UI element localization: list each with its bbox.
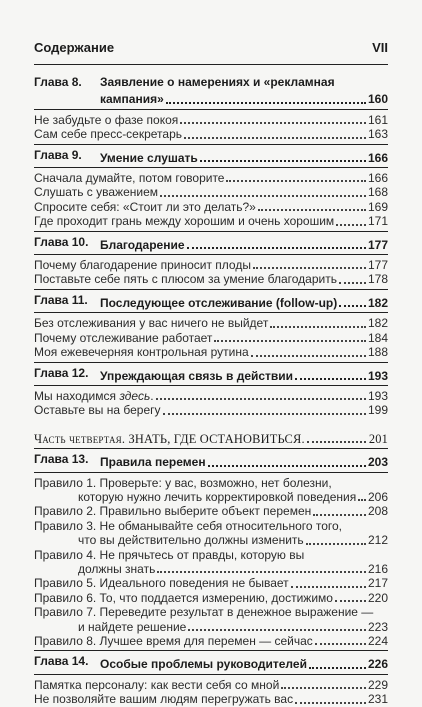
page-number: 217 (367, 576, 388, 591)
chapter-number: Глава 11. (34, 292, 88, 307)
section-row (34, 171, 388, 185)
chapter-rule (34, 362, 388, 363)
chapter-underline (34, 385, 388, 386)
page-number: 168 (367, 185, 388, 200)
section-title-part: . (150, 388, 154, 403)
chapter-title-block (100, 148, 388, 165)
dot-leader (291, 585, 366, 588)
dot-leader (307, 440, 366, 443)
chapter-number: Глава 12. (34, 365, 89, 380)
chapter-title-row (100, 92, 388, 106)
page-number: 193 (367, 388, 388, 403)
page-number: 182 (367, 295, 388, 310)
chapter-underline (34, 254, 388, 255)
section-title: Не позволяйте вашим людям перегружать вас (34, 692, 294, 707)
dot-leader (251, 354, 366, 357)
chapter-number: Глава 10. (34, 234, 89, 249)
chapter-wrap (34, 75, 388, 107)
section-entry (34, 200, 388, 214)
section-entry (34, 576, 388, 590)
chapter-title: кампания» (100, 92, 164, 107)
dot-leader (163, 412, 366, 415)
section-title (34, 389, 154, 403)
page-number: 177 (367, 258, 388, 273)
page-number: 163 (367, 127, 388, 142)
page-number: 161 (367, 112, 388, 127)
chapter-underline (34, 674, 388, 675)
dot-leader (226, 179, 365, 182)
chapter-title: Правила перемен (100, 455, 206, 470)
page-number: 203 (367, 455, 388, 470)
chapter-title-row (100, 455, 388, 469)
section-entry (34, 504, 388, 518)
section-title: Почему отслеживание работает (34, 330, 213, 345)
page-number: 184 (367, 330, 388, 345)
section-entry (34, 476, 388, 505)
chapter-title: Упреждающая связь в действии (100, 368, 294, 383)
section-row (34, 562, 388, 576)
page-number: 166 (367, 150, 388, 165)
chapter-title: Заявление о намерениях и «рекламная (100, 75, 335, 89)
section-entry (34, 258, 388, 272)
page-number: 208 (367, 504, 388, 519)
chapter-number: Глава 14. (34, 654, 89, 669)
dot-leader (258, 208, 366, 211)
section-title: Не забудьте о фазе покоя (34, 112, 179, 127)
page-number: 224 (367, 634, 388, 648)
section-title-part: Мы находимся (34, 388, 120, 403)
section-title: Поставьте себе пять с плюсом за умение благодарить (34, 272, 337, 287)
dot-leader (208, 464, 366, 467)
section-row (34, 389, 388, 403)
section-title: Слушать с уважением (34, 185, 158, 200)
chapter-underline (34, 312, 388, 313)
section-entry (34, 345, 388, 359)
dot-leader (339, 304, 366, 307)
dot-leader (253, 266, 366, 269)
dot-leader (214, 339, 366, 342)
chapter-title-block (100, 293, 388, 310)
section-row (34, 576, 388, 590)
dot-leader (200, 159, 366, 162)
dot-leader (295, 701, 366, 704)
chapter-entry (34, 148, 388, 165)
section-row (34, 113, 388, 127)
page-number: 206 (367, 489, 388, 504)
page-number: 160 (367, 92, 388, 107)
section-title: Почему благодарение приносит плоды (34, 258, 251, 273)
dot-leader (309, 666, 366, 669)
section-entry (34, 389, 388, 403)
chapter-wrap (34, 452, 388, 469)
dot-leader (270, 325, 366, 328)
dot-leader (295, 377, 366, 380)
chapter-wrap (34, 293, 388, 310)
chapter-number: Глава 9. (34, 147, 82, 162)
running-header (34, 40, 388, 55)
dot-leader (157, 570, 366, 573)
chapter-entry (34, 654, 388, 671)
section-title: Правило 3. Не обманывайте себя относительного того, (34, 518, 343, 533)
chapter-entry (34, 293, 388, 310)
section-entry (34, 605, 388, 634)
section-entry (34, 316, 388, 330)
section-row (34, 331, 388, 345)
dot-leader (306, 542, 366, 545)
page-number: 166 (367, 171, 388, 186)
part-entry (34, 432, 388, 446)
section-row (34, 591, 388, 605)
page-number: 201 (368, 431, 388, 446)
section-row (34, 490, 388, 504)
section-title: должны знать (78, 561, 156, 576)
section-row (34, 214, 388, 228)
dot-leader (188, 628, 366, 631)
page-number: 229 (367, 677, 388, 692)
page-number: 193 (367, 368, 388, 383)
chapter-entry (34, 75, 388, 107)
chapter-number: Глава 8. (34, 75, 82, 89)
section-row (34, 185, 388, 199)
section-title-line (34, 548, 388, 562)
part-rule (34, 448, 388, 449)
chapter-rule (34, 144, 388, 145)
chapter-underline (34, 109, 388, 110)
chapter-title: Особые проблемы руководителей (100, 657, 307, 672)
chapter-entry (34, 235, 388, 252)
chapter-title: Умение слушать (100, 150, 198, 165)
section-entry (34, 214, 388, 228)
part-title (34, 432, 305, 446)
section-row (34, 272, 388, 286)
chapter-title-line (100, 75, 388, 89)
page-number: 177 (367, 237, 388, 252)
section-row (34, 258, 388, 272)
dot-leader (336, 223, 366, 226)
page-number: 231 (367, 692, 388, 707)
part-name: ЗНАТЬ, ГДЕ ОСТАНОВИТЬСЯ. (128, 431, 305, 446)
chapter-title-block (100, 452, 388, 469)
section-row (34, 504, 388, 518)
chapter-title-block (100, 75, 388, 107)
section-title: Правило 2. Правильно выберите объект перемен (34, 504, 312, 519)
section-entry (34, 591, 388, 605)
dot-leader (180, 121, 366, 124)
chapter-entry (34, 452, 388, 469)
section-entry (34, 634, 388, 648)
section-title: Правило 4. Не прячьтесь от правды, которую вы (34, 547, 305, 562)
section-row (34, 345, 388, 359)
section-title: Спросите себя: «Стоит ли это делать?» (34, 199, 256, 214)
page-number: 188 (367, 345, 388, 360)
section-title: которую нужно лечить корректировкой поведения (78, 489, 357, 504)
dot-leader (313, 513, 366, 516)
chapter-title-row (100, 238, 388, 252)
header-rule (34, 64, 388, 65)
section-row (34, 127, 388, 141)
page-number: 220 (367, 590, 388, 605)
chapter-title-row (100, 657, 388, 671)
section-title-part: здесь (119, 388, 151, 403)
chapter-wrap (34, 654, 388, 671)
section-entry (34, 272, 388, 286)
chapter-entry (34, 366, 388, 383)
section-entry (34, 678, 388, 692)
section-title: Где проходит грань между хорошим и очень хорошим (34, 214, 335, 229)
section-title-line (34, 605, 388, 619)
section-entry (34, 403, 388, 417)
section-title: Правило 1. Проверьте: у вас, возможно, нет болезни, (34, 475, 332, 490)
header-title: Содержание (34, 40, 115, 55)
section-entry (34, 113, 388, 127)
dot-leader (166, 101, 366, 104)
chapter-number: Глава 13. (34, 452, 89, 467)
section-entry (34, 548, 388, 577)
section-title: Моя ежевечерняя контрольная рутина (34, 345, 249, 360)
section-title: Оставьте вы на берегу (34, 403, 161, 418)
dot-leader (187, 246, 366, 249)
header-page-number: VII (372, 40, 388, 55)
section-row (34, 316, 388, 330)
section-title: что вы действительно должны изменить (78, 533, 304, 548)
chapter-wrap (34, 148, 388, 165)
dot-leader (315, 642, 366, 645)
page-number: 182 (367, 316, 388, 331)
chapter-title: Благодарение (100, 237, 185, 252)
dot-leader (160, 194, 366, 197)
chapter-rule (34, 289, 388, 290)
page-number: 212 (367, 533, 388, 548)
section-title: Правило 5. Идеального поведения не бывает (34, 576, 289, 591)
page-number: 171 (367, 214, 388, 229)
section-title-line (34, 519, 388, 533)
dot-leader (339, 281, 366, 284)
dot-leader (358, 498, 366, 501)
section-title: Памятка персоналу: как вести себя со мной (34, 677, 280, 692)
page-number: 216 (367, 561, 388, 576)
table-of-contents (34, 72, 388, 707)
section-title-line (34, 476, 388, 490)
chapter-title: Последующее отслеживание (follow-up) (100, 295, 338, 310)
chapter-underline (34, 472, 388, 473)
page-number: 226 (367, 657, 388, 672)
part-prefix: Часть четвертая. (34, 431, 126, 446)
section-entry (34, 519, 388, 548)
page-number: 169 (367, 199, 388, 214)
chapter-wrap (34, 366, 388, 383)
section-title: Правило 7. Переведите результат в денежное выражение — (34, 605, 374, 620)
chapter-wrap (34, 235, 388, 252)
chapter-title-row (100, 369, 388, 383)
section-entry (34, 331, 388, 345)
chapter-title-block (100, 654, 388, 671)
section-row (34, 200, 388, 214)
section-title: Правило 8. Лучшее время для перемен — сейчас (34, 634, 313, 648)
section-row (34, 533, 388, 547)
section-title: Правило 6. То, что поддается измерению, достижимо (34, 590, 333, 605)
dot-leader (184, 136, 366, 139)
section-row (34, 634, 388, 648)
page-number: 223 (367, 619, 388, 634)
section-title: и найдете решение (78, 619, 187, 634)
page-number: 178 (367, 272, 388, 287)
section-row (34, 403, 388, 417)
chapter-title-row (100, 296, 388, 310)
section-row (34, 678, 388, 692)
section-row (34, 620, 388, 634)
section-entry (34, 185, 388, 199)
dot-leader (156, 397, 366, 400)
chapter-underline (34, 167, 388, 168)
chapter-title-block (100, 366, 388, 383)
page-number: 199 (367, 403, 388, 418)
section-entry (34, 127, 388, 141)
chapter-title-block (100, 235, 388, 252)
section-title: Без отслеживания у вас ничего не выйдет (34, 316, 269, 331)
section-title: Сначала думайте, потом говорите (34, 171, 225, 186)
section-entry (34, 692, 388, 706)
section-entry (34, 171, 388, 185)
chapter-title-row (100, 151, 388, 165)
chapter-rule (34, 650, 388, 651)
section-row (34, 692, 388, 706)
dot-leader (281, 686, 366, 689)
chapter-rule (34, 231, 388, 232)
dot-leader (335, 599, 366, 602)
section-title: Сам себе пресс-секретарь (34, 127, 183, 142)
